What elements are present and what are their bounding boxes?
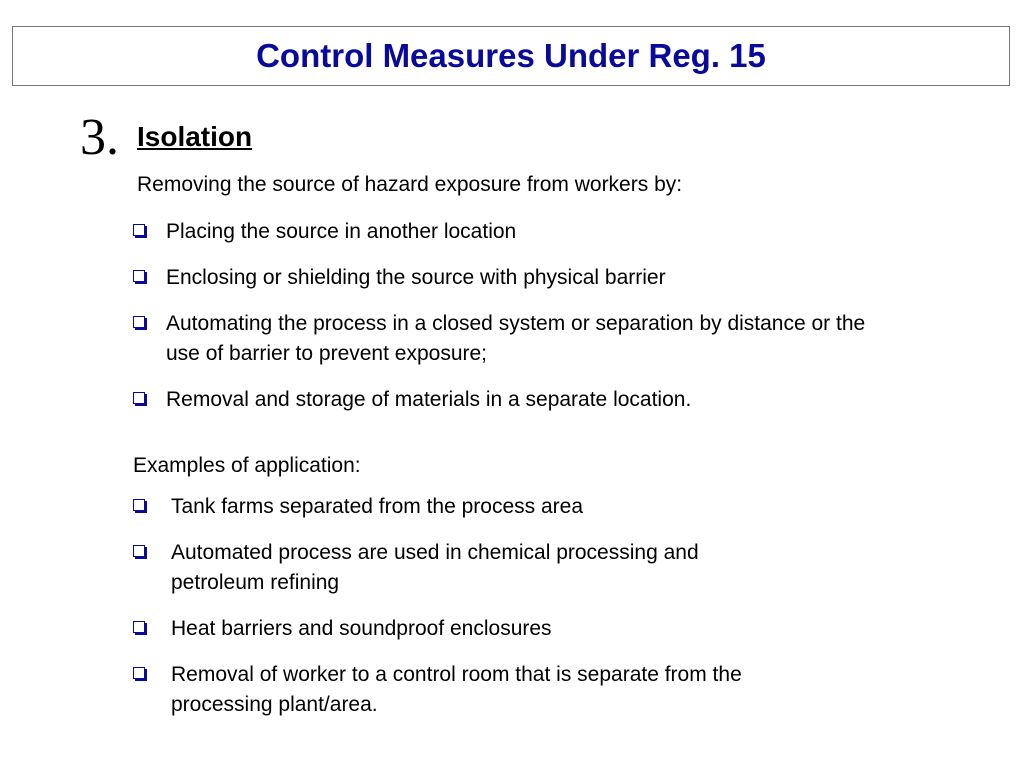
list-item	[133, 309, 893, 369]
intro-text: Removing the source of hazard exposure from workers by:	[137, 173, 683, 196]
list-item-text: Removal of worker to a control room that is separate from the processing plant/area.	[171, 663, 742, 716]
list-item-text: Placing the source in another location	[166, 220, 517, 243]
section-heading: Isolation	[137, 121, 253, 152]
list-item	[133, 538, 753, 598]
list-item	[133, 385, 893, 415]
hollow-square-icon	[133, 667, 145, 679]
list-item	[133, 614, 753, 644]
section-number: 3.	[80, 109, 119, 166]
title-box	[12, 26, 1010, 86]
list-item-text: Heat barriers and soundproof enclosures	[171, 617, 552, 640]
list-item-text: Removal and storage of materials in a separate location.	[166, 388, 692, 411]
methods-list	[133, 217, 893, 431]
list-item	[133, 217, 893, 247]
hollow-square-icon	[133, 621, 145, 633]
list-item	[133, 492, 753, 522]
list-item-text: Enclosing or shielding the source with physical barrier	[166, 266, 666, 289]
hollow-square-icon	[133, 224, 145, 236]
examples-list	[133, 492, 753, 736]
list-item-text: Automated process are used in chemical processing and petroleum refining	[171, 541, 699, 594]
list-item-text: Automating the process in a closed system or separation by distance or the use of barrier to prevent exposure;	[166, 312, 866, 365]
examples-label: Examples of application:	[133, 454, 361, 477]
hollow-square-icon	[133, 270, 145, 282]
list-item	[133, 660, 753, 720]
list-item	[133, 263, 893, 293]
hollow-square-icon	[133, 392, 145, 404]
hollow-square-icon	[133, 316, 145, 328]
hollow-square-icon	[133, 499, 145, 511]
hollow-square-icon	[133, 545, 145, 557]
list-item-text: Tank farms separated from the process area	[171, 495, 584, 518]
slide-title: Control Measures Under Reg. 15	[256, 37, 766, 74]
